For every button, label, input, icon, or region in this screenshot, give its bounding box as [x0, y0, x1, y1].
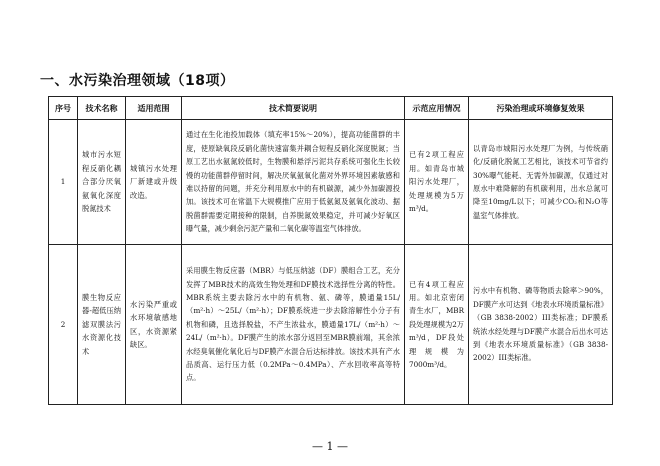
header-tech-name: 技术名称: [78, 97, 126, 120]
section-title: 一、水污染治理领域（18项）: [40, 73, 235, 89]
header-demo: 示范应用情况: [405, 97, 469, 120]
cell-demo: 已有4项工程应用。如北京密闭青生水厂，MBR段处理规模为2万m³/d，DF段处理规模为7000m³/d。: [405, 245, 469, 405]
cell-no: 2: [49, 245, 78, 405]
page-number: — 1 —: [312, 440, 348, 453]
cell-effect: 以青岛市城阳污水处理厂为例，与传统硝化/反硝化脱氮工艺相比，该技术可节省约30%曝气能耗、无需外加碳源，仅通过对原水中难降解的有机碳利用，出水总氮可降至10mg/L以下；可减少CO₂和N₂O等温室气体排放。: [469, 120, 613, 245]
cell-description: 采用膜生物反应器（MBR）与低压纳滤（DF）膜组合工艺，充分发挥了MBR技术的高效生物处理和DF膜技术选择性分离的特性。MBR系统主要去除污水中的有机物、氨、磷等，膜通量15L/（m²·h）～25L/（m²·h）；DF膜系统进一步去除溶解性小分子有机物和磷，且选择脱盐，不产生浓盐水，膜通量17L/（m²·h）～24L/（m²·h）。DF膜产生的浓水部分返回至MBR膜前端，其余浓水经臭氧催化氧化后与DF膜产水混合后达标排放。该技术具有产水品质高、运行压力低（0.2MPa～0.4MPa）、产水回收率高等特点。: [182, 245, 405, 405]
technology-table: [48, 96, 613, 405]
cell-scope: 城镇污水处理厂新建或升级改造。: [126, 120, 182, 245]
cell-no: 1: [49, 120, 78, 245]
cell-effect: 污水中有机物、磷等物质去除率＞90%，DF膜产水可达到《地表水环境质量标准》（GB 3838-2002）III类标准；DF膜系统浓水经处理与DF膜产水混合后出水可达到《地表水环境质量标准》（GB 3838-2002）III类标准。: [469, 245, 613, 405]
header-effect: 污染治理或环境修复效果: [469, 97, 613, 120]
header-description: 技术简要说明: [182, 97, 405, 120]
header-no: 序号: [49, 97, 78, 120]
cell-scope: 水污染严重或水环境敏感地区，水资源紧缺区。: [126, 245, 182, 405]
cell-demo: 已有2项工程应用。如青岛市城阳污水处理厂，处理规模为5万m³/d。: [405, 120, 469, 245]
cell-description: 通过在生化池投加载体（填充率15%～20%），提高功能菌群的丰度，使原缺氧段反硝化菌快速富集并耦合短程反硝化深度脱氮；当原工艺出水氨氮较低时，生物膜和悬浮污泥共存系统可强化生长较慢的功能菌群停留时间，解决厌氧氨氧化菌对外界环境因素敏感和难以持留的问题，并充分利用原水中的有机碳源，减少外加碳源投加。该技术可在常温下大规模推广应用于低氨氮及氨氧化波动、据脱菌群需要定期接种的限制，自养脱氮效果稳定，并可减少好氧区曝气量，减少剩余污泥产量和二氧化碳等温室气体排放。: [182, 120, 405, 245]
table-header-row: [49, 97, 613, 120]
header-scope: 适用范围: [126, 97, 182, 120]
table-row: [49, 245, 613, 405]
cell-tech-name: 膜生物反应器-超低压纳滤双膜法污水资源化技术: [78, 245, 126, 405]
table-row: [49, 120, 613, 245]
cell-tech-name: 城市污水短程反硝化耦合部分厌氧氨氧化深度脱氮技术: [78, 120, 126, 245]
